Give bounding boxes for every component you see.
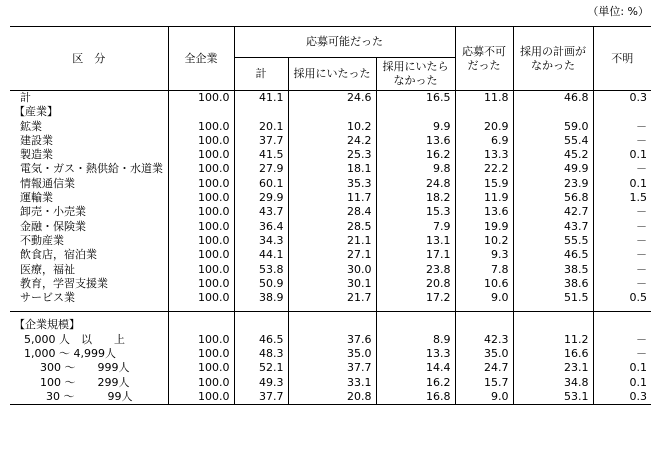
cell-value: 23.8 xyxy=(376,263,455,277)
cell-value: 41.1 xyxy=(234,91,288,106)
cell-value: 18.1 xyxy=(288,162,376,176)
cell-value: 100.0 xyxy=(168,390,234,405)
industry-row xyxy=(10,248,651,262)
data-table xyxy=(10,26,651,405)
cell-value: 9.0 xyxy=(455,390,513,405)
cell-value: 9.3 xyxy=(455,248,513,262)
cell-value: 10.2 xyxy=(288,120,376,134)
cell-value: 7.8 xyxy=(455,263,513,277)
size-row xyxy=(10,376,651,390)
size-row xyxy=(10,347,651,361)
row-label: 【企業規模】 xyxy=(10,312,168,333)
row-label: サービス業 xyxy=(20,291,75,305)
cell-value: － xyxy=(593,120,651,134)
cell-value: 30.1 xyxy=(288,277,376,291)
cell-value: 24.8 xyxy=(376,177,455,191)
cell-value xyxy=(455,312,513,333)
industry-row xyxy=(10,263,651,277)
industry-row xyxy=(10,291,651,312)
cell-value: 100.0 xyxy=(168,263,234,277)
cell-value: 29.9 xyxy=(234,191,288,205)
header-category: 区 分 xyxy=(10,27,168,91)
row-label: 卸売・小売業 xyxy=(20,205,86,219)
cell-value: 0.1 xyxy=(593,376,651,390)
cell-value: 9.8 xyxy=(376,162,455,176)
cell-value: － xyxy=(593,205,651,219)
cell-value: － xyxy=(593,234,651,248)
row-label: 建設業 xyxy=(20,133,53,147)
cell-value: 43.7 xyxy=(234,205,288,219)
cell-value: 10.6 xyxy=(455,277,513,291)
cell-value: 27.1 xyxy=(288,248,376,262)
cell-value: 37.7 xyxy=(234,134,288,148)
row-label: 鉱業 xyxy=(20,119,42,133)
cell-value: 19.9 xyxy=(455,220,513,234)
cell-value: 100.0 xyxy=(168,248,234,262)
cell-value: 20.1 xyxy=(234,120,288,134)
cell-value: － xyxy=(593,162,651,176)
cell-value xyxy=(234,105,288,119)
header-not-hired: 採用にいたら なかった xyxy=(376,58,455,91)
cell-value: 51.5 xyxy=(513,291,593,312)
cell-value: 0.1 xyxy=(593,148,651,162)
cell-value: 100.0 xyxy=(168,277,234,291)
industry-row xyxy=(10,191,651,205)
cell-value: 1.5 xyxy=(593,191,651,205)
row-label: 300 ～ 999人 xyxy=(40,361,130,375)
cell-value: 21.7 xyxy=(288,291,376,312)
header-no-plan: 採用の計画が なかった xyxy=(513,27,593,91)
cell-value: 35.0 xyxy=(455,347,513,361)
cell-value: 100.0 xyxy=(168,134,234,148)
size-row xyxy=(10,390,651,405)
row-label: 5,000 人 以 上 xyxy=(24,332,125,346)
cell-value: 18.2 xyxy=(376,191,455,205)
cell-value: 35.0 xyxy=(288,347,376,361)
cell-value: 22.2 xyxy=(455,162,513,176)
cell-value: － xyxy=(593,134,651,148)
industry-header-row xyxy=(10,105,651,119)
cell-value: 25.3 xyxy=(288,148,376,162)
cell-value: 52.1 xyxy=(234,361,288,375)
cell-value: 16.5 xyxy=(376,91,455,106)
cell-value: 37.6 xyxy=(288,333,376,347)
header-no-applicants: 応募不可 だった xyxy=(455,27,513,91)
cell-value: 100.0 xyxy=(168,291,234,312)
cell-value: 100.0 xyxy=(168,162,234,176)
cell-value: 0.3 xyxy=(593,91,651,106)
industry-row xyxy=(10,177,651,191)
cell-value: 17.1 xyxy=(376,248,455,262)
size-header-row xyxy=(10,312,651,333)
cell-value: － xyxy=(593,347,651,361)
industry-row xyxy=(10,134,651,148)
cell-value xyxy=(376,105,455,119)
cell-value: 53.8 xyxy=(234,263,288,277)
cell-value: 0.5 xyxy=(593,291,651,312)
size-row xyxy=(10,333,651,347)
cell-value: 38.9 xyxy=(234,291,288,312)
cell-value: － xyxy=(593,277,651,291)
cell-value: 100.0 xyxy=(168,205,234,219)
cell-value xyxy=(288,105,376,119)
cell-value xyxy=(376,312,455,333)
row-label: 1,000 ～ 4,999人 xyxy=(24,347,116,361)
cell-value: 42.7 xyxy=(513,205,593,219)
cell-value: 50.9 xyxy=(234,277,288,291)
cell-value: 21.1 xyxy=(288,234,376,248)
cell-value: 15.9 xyxy=(455,177,513,191)
cell-value: 11.9 xyxy=(455,191,513,205)
cell-value: 43.7 xyxy=(513,220,593,234)
total-row xyxy=(10,91,651,106)
cell-value: 100.0 xyxy=(168,177,234,191)
cell-value: 20.8 xyxy=(288,390,376,405)
cell-value xyxy=(288,312,376,333)
cell-value: 13.3 xyxy=(455,148,513,162)
cell-value: 100.0 xyxy=(168,361,234,375)
cell-value: 34.8 xyxy=(513,376,593,390)
cell-value: 20.8 xyxy=(376,277,455,291)
cell-value: 53.1 xyxy=(513,390,593,405)
cell-value: 49.3 xyxy=(234,376,288,390)
cell-value: 56.8 xyxy=(513,191,593,205)
cell-value: 16.6 xyxy=(513,347,593,361)
cell-value: 6.9 xyxy=(455,134,513,148)
cell-value: 48.3 xyxy=(234,347,288,361)
industry-row xyxy=(10,148,651,162)
cell-value: 14.4 xyxy=(376,361,455,375)
cell-value: 60.1 xyxy=(234,177,288,191)
cell-value xyxy=(168,312,234,333)
industry-row xyxy=(10,162,651,176)
cell-value: 44.1 xyxy=(234,248,288,262)
size-row xyxy=(10,361,651,375)
cell-value: 100.0 xyxy=(168,191,234,205)
cell-value: 24.6 xyxy=(288,91,376,106)
cell-value: 45.2 xyxy=(513,148,593,162)
cell-value xyxy=(513,312,593,333)
header-unknown: 不明 xyxy=(593,27,651,91)
cell-value: 11.7 xyxy=(288,191,376,205)
row-label: 100 ～ 299人 xyxy=(40,375,130,389)
cell-value: 33.1 xyxy=(288,376,376,390)
cell-value: 42.3 xyxy=(455,333,513,347)
industry-row xyxy=(10,277,651,291)
cell-value: 100.0 xyxy=(168,91,234,106)
cell-value: 100.0 xyxy=(168,220,234,234)
cell-value: 15.7 xyxy=(455,376,513,390)
cell-value: 100.0 xyxy=(168,333,234,347)
cell-value: 35.3 xyxy=(288,177,376,191)
cell-value: 8.9 xyxy=(376,333,455,347)
cell-value: 13.6 xyxy=(376,134,455,148)
cell-value: 16.2 xyxy=(376,148,455,162)
row-label: 教育，学習支援業 xyxy=(20,276,108,290)
cell-value: 34.3 xyxy=(234,234,288,248)
cell-value: 41.5 xyxy=(234,148,288,162)
cell-value: 0.3 xyxy=(593,390,651,405)
cell-value: 24.7 xyxy=(455,361,513,375)
cell-value: 30.0 xyxy=(288,263,376,277)
cell-value: 46.8 xyxy=(513,91,593,106)
cell-value: 10.2 xyxy=(455,234,513,248)
cell-value: 100.0 xyxy=(168,376,234,390)
cell-value: 46.5 xyxy=(234,333,288,347)
cell-value: － xyxy=(593,248,651,262)
cell-value: 55.4 xyxy=(513,134,593,148)
cell-value: 11.2 xyxy=(513,333,593,347)
cell-value: 100.0 xyxy=(168,148,234,162)
cell-value: 15.3 xyxy=(376,205,455,219)
cell-value xyxy=(513,105,593,119)
cell-value: 7.9 xyxy=(376,220,455,234)
cell-value: 27.9 xyxy=(234,162,288,176)
cell-value: 28.4 xyxy=(288,205,376,219)
cell-value: 38.5 xyxy=(513,263,593,277)
cell-value xyxy=(455,105,513,119)
row-label: 金融・保険業 xyxy=(20,219,86,233)
cell-value xyxy=(234,312,288,333)
cell-value: 59.0 xyxy=(513,120,593,134)
header-hired: 採用にいたった xyxy=(288,58,376,91)
industry-row xyxy=(10,120,651,134)
cell-value: 0.1 xyxy=(593,177,651,191)
cell-value: 49.9 xyxy=(513,162,593,176)
cell-value: 16.2 xyxy=(376,376,455,390)
row-label: 情報通信業 xyxy=(20,176,75,190)
cell-value: 38.6 xyxy=(513,277,593,291)
cell-value: 46.5 xyxy=(513,248,593,262)
unit-label: （単位: %） xyxy=(587,5,649,18)
industry-row xyxy=(10,205,651,219)
cell-value: 23.1 xyxy=(513,361,593,375)
cell-value: 55.5 xyxy=(513,234,593,248)
cell-value: 100.0 xyxy=(168,234,234,248)
cell-value: 9.9 xyxy=(376,120,455,134)
header-total: 計 xyxy=(234,58,288,91)
cell-value: 0.1 xyxy=(593,361,651,375)
cell-value xyxy=(168,105,234,119)
cell-value: 37.7 xyxy=(234,390,288,405)
cell-value: 37.7 xyxy=(288,361,376,375)
cell-value: 20.9 xyxy=(455,120,513,134)
header-all-companies: 全企業 xyxy=(168,27,234,91)
cell-value: 16.8 xyxy=(376,390,455,405)
row-label: 飲食店，宿泊業 xyxy=(20,248,97,262)
cell-value: 17.2 xyxy=(376,291,455,312)
industry-row xyxy=(10,234,651,248)
row-label: 不動産業 xyxy=(20,233,64,247)
cell-value: 13.1 xyxy=(376,234,455,248)
row-label: 【産業】 xyxy=(14,105,58,119)
cell-value: 9.0 xyxy=(455,291,513,312)
cell-value xyxy=(593,312,651,333)
cell-value: 100.0 xyxy=(168,120,234,134)
cell-value xyxy=(593,105,651,119)
cell-value: － xyxy=(593,220,651,234)
cell-value: － xyxy=(593,333,651,347)
cell-value: 28.5 xyxy=(288,220,376,234)
cell-value: 13.6 xyxy=(455,205,513,219)
row-label: 運輸業 xyxy=(20,191,53,205)
row-label: 製造業 xyxy=(20,148,53,162)
cell-value: － xyxy=(593,263,651,277)
cell-value: 24.2 xyxy=(288,134,376,148)
cell-value: 13.3 xyxy=(376,347,455,361)
row-label: 電気・ガス・熱供給・水道業 xyxy=(20,162,163,176)
industry-row xyxy=(10,220,651,234)
row-label: 計 xyxy=(20,91,31,104)
row-label: 30 ～ 99人 xyxy=(10,390,168,405)
cell-value: 36.4 xyxy=(234,220,288,234)
header-applied-group: 応募可能だった xyxy=(234,27,455,58)
cell-value: 23.9 xyxy=(513,177,593,191)
row-label: 医療，福祉 xyxy=(20,262,75,276)
cell-value: 100.0 xyxy=(168,347,234,361)
cell-value: 11.8 xyxy=(455,91,513,106)
